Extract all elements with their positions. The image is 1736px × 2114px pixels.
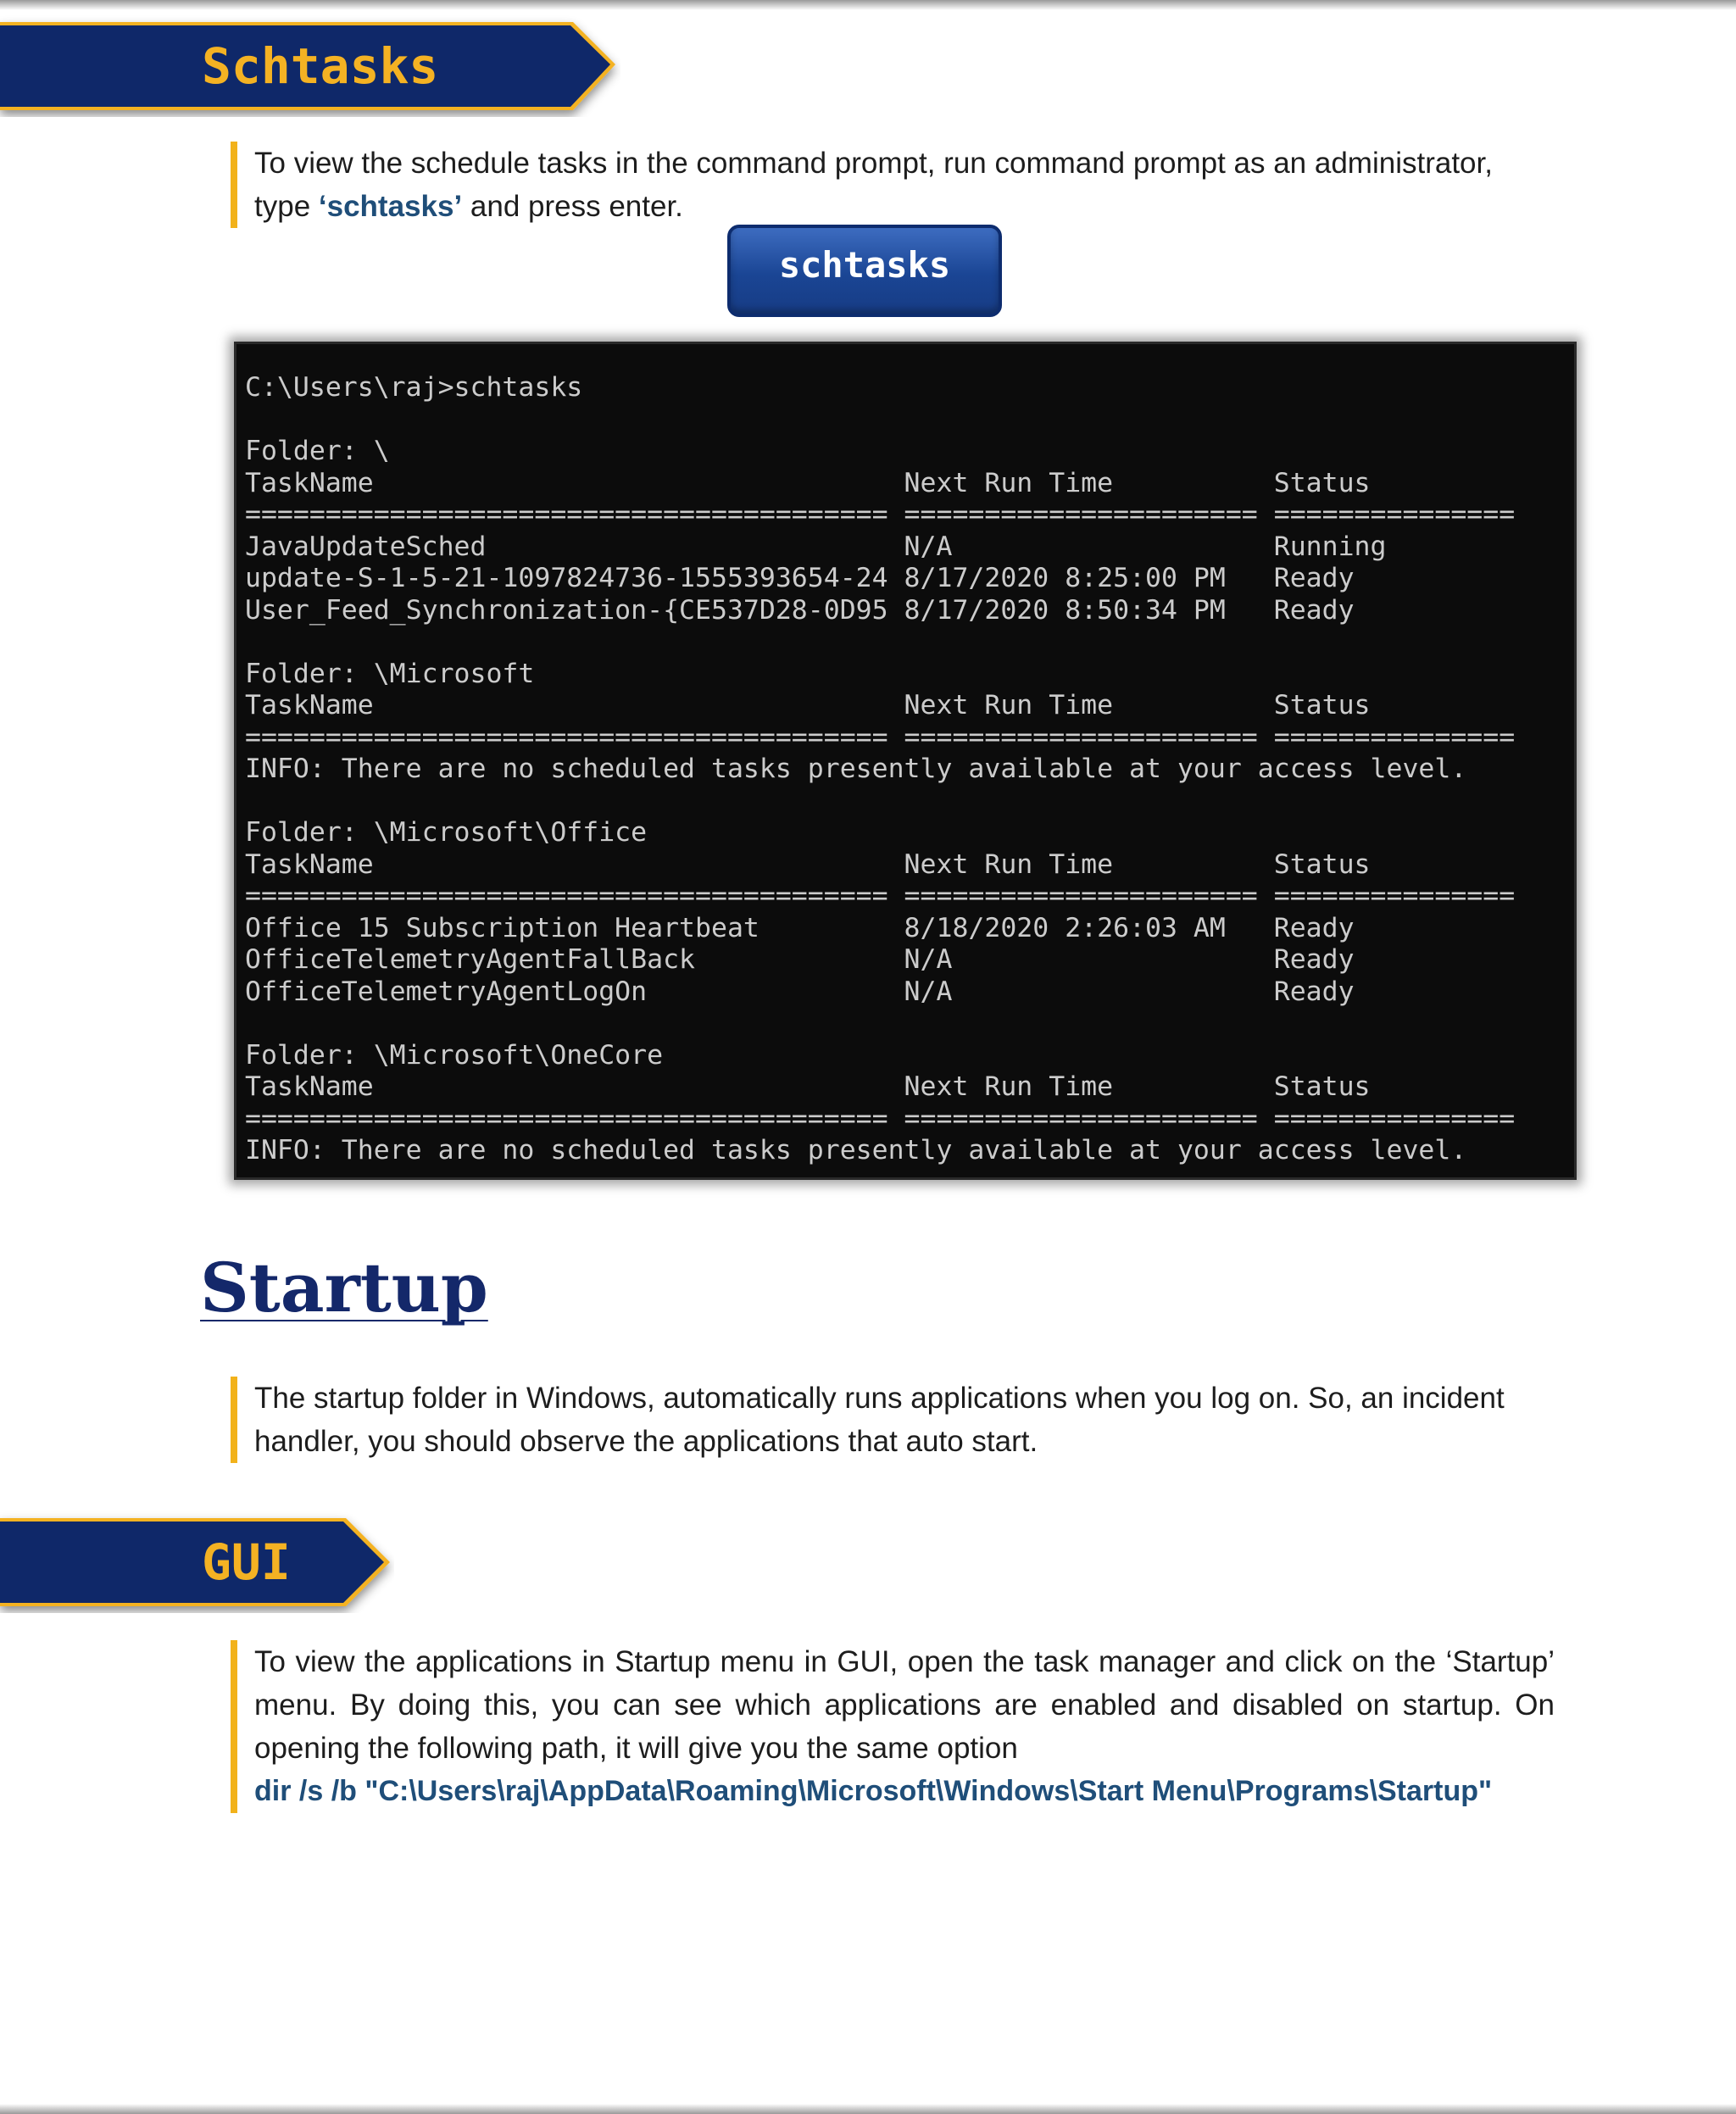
gui-paragraph-text: To view the applications in Startup menu in GUI, open the task manager and click on the ‘Startup’ menu. By doing this, you can see which applications are enabled and disabled on startup. On opening the following path, it will give you the same option	[254, 1645, 1555, 1765]
terminal-line: TaskName Next Run Time Status	[245, 690, 1371, 720]
startup-path-command: dir /s /b "C:\Users\raj\AppData\Roaming\Microsoft\Windows\Start Menu\Programs\Startup"	[254, 1775, 1493, 1807]
terminal-output	[245, 372, 1574, 1167]
schtasks-banner	[0, 15, 620, 117]
schtasks-banner-title: Schtasks	[202, 37, 439, 95]
terminal-line: TaskName Next Run Time Status	[245, 1071, 1371, 1102]
terminal-line	[245, 1008, 1574, 1040]
gui-banner-title: GUI	[202, 1533, 291, 1591]
terminal-line: Folder: \Microsoft\OneCore	[245, 1039, 664, 1071]
terminal-line: OfficeTelemetryAgentFallBack N/A Ready	[245, 944, 1355, 975]
intro-text-start: To view the schedule tasks in the command prompt, run command prompt as an administrator, type	[254, 147, 1493, 223]
terminal-line: update-S-1-5-21-1097824736-1555393654-24 8/17/2020 8:25:00 PM Ready	[245, 563, 1355, 593]
gui-paragraph	[231, 1640, 1555, 1813]
terminal-line: ======================================== ====================== ===============	[245, 721, 1516, 753]
terminal-line: Folder: \Microsoft\Office	[245, 817, 648, 848]
terminal-line: Folder: \Microsoft	[245, 658, 535, 689]
intro-highlight-command: ‘schtasks’	[318, 190, 463, 223]
page-top-edge	[0, 0, 1736, 10]
terminal-window	[234, 342, 1577, 1180]
schtasks-intro-paragraph	[231, 142, 1555, 228]
terminal-line: OfficeTelemetryAgentLogOn N/A Ready	[245, 976, 1355, 1007]
gui-banner	[0, 1511, 394, 1613]
terminal-line: INFO: There are no scheduled tasks presently available at your access level.	[245, 1135, 1467, 1165]
schtasks-command-button: schtasks	[727, 225, 1002, 317]
terminal-line: C:\Users\raj>schtasks	[245, 372, 583, 403]
terminal-line: ======================================== ====================== ===============	[245, 499, 1516, 530]
terminal-line	[245, 626, 1574, 659]
terminal-line: User_Feed_Synchronization-{CE537D28-0D95 8/17/2020 8:50:34 PM Ready	[245, 594, 1355, 626]
terminal-line	[245, 404, 1574, 437]
terminal-line: Folder: \	[245, 436, 390, 466]
terminal-line	[245, 786, 1574, 818]
terminal-line: TaskName Next Run Time Status	[245, 467, 1371, 498]
banner-shape	[0, 1511, 394, 1613]
terminal-line: JavaUpdateSched N/A Running	[245, 531, 1387, 562]
terminal-line: ======================================== ====================== ===============	[245, 1103, 1516, 1134]
terminal-line: ======================================== ====================== ===============	[245, 881, 1516, 911]
terminal-line: TaskName Next Run Time Status	[245, 848, 1371, 880]
intro-text-end: and press enter.	[462, 190, 683, 223]
terminal-line: Office 15 Subscription Heartbeat 8/18/2020 2:26:03 AM Ready	[245, 912, 1355, 943]
terminal-line: INFO: There are no scheduled tasks presently available at your access level.	[245, 754, 1467, 784]
startup-heading: Startup	[200, 1248, 488, 1327]
startup-paragraph: The startup folder in Windows, automatically runs applications when you log on. So, an incident handler, you should observe the applications that auto start.	[231, 1377, 1555, 1463]
page-bottom-edge	[0, 2104, 1736, 2114]
